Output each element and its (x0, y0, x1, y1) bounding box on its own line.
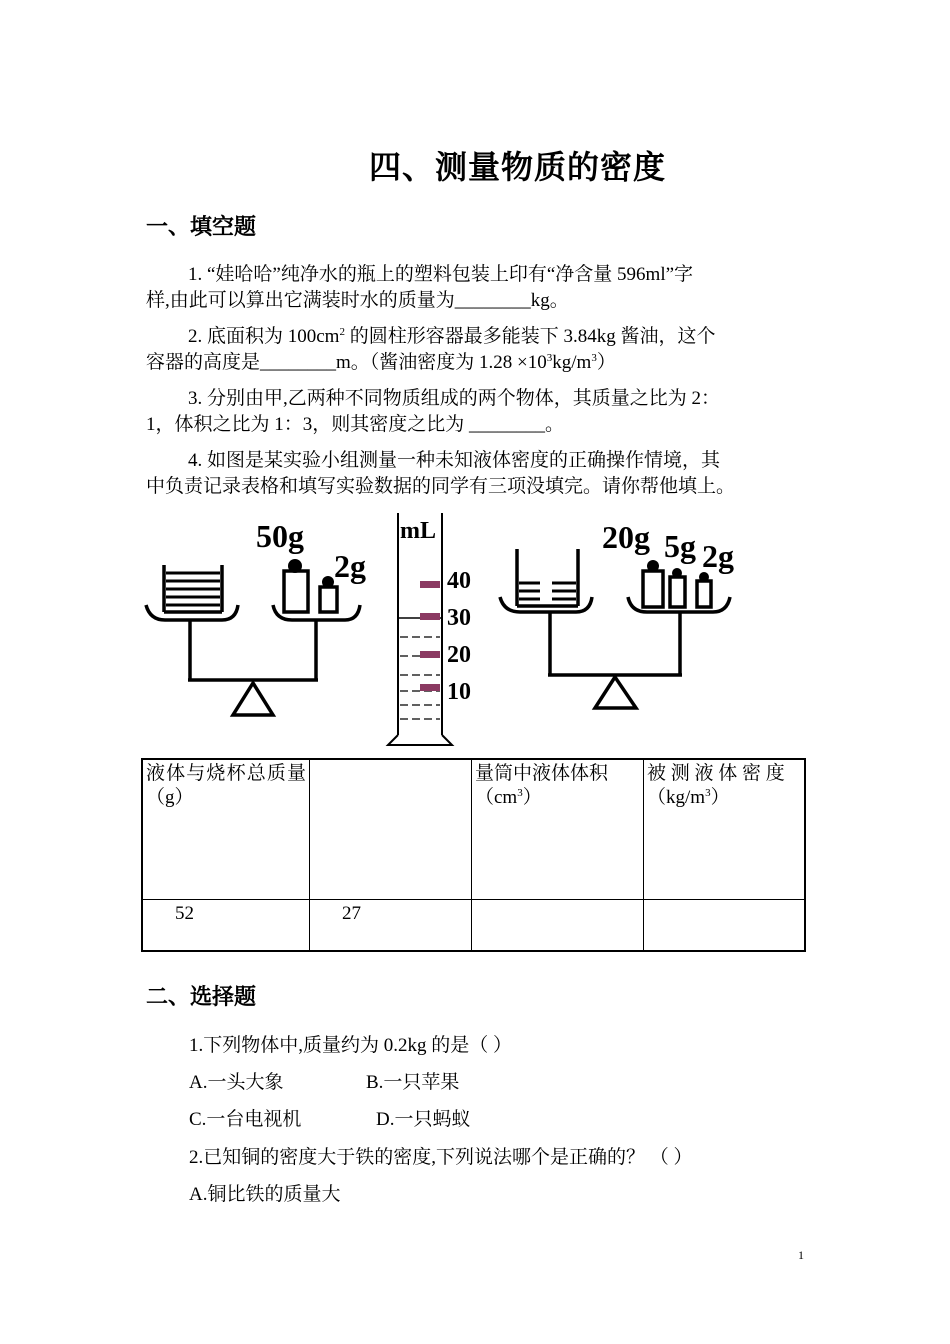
cylinder-base (388, 735, 452, 745)
question-4 (146, 448, 816, 500)
weight-2g-right-body (697, 581, 711, 607)
mc1-option-c: C.一台电视机 (189, 1109, 302, 1130)
scale-mark-20 (420, 651, 440, 658)
question-4-line-1: 4. 如图是某实验小组测量一种未知液体密度的正确操作情境，其 (188, 450, 721, 471)
question-1-line-2: 样,由此可以算出它满装时水的质量为________kg。 (146, 290, 569, 311)
right-fulcrum (595, 677, 636, 708)
question-2 (146, 324, 816, 376)
header-density-close: ） (710, 787, 730, 808)
right-balance (500, 549, 730, 708)
cell-density (644, 899, 806, 951)
header-volume-line-1: 量筒中液体体积 (475, 763, 609, 784)
weight-50g-body (284, 571, 308, 612)
cell-volume (472, 899, 644, 951)
question-2-line-1 (146, 324, 816, 350)
mc1-option-a: A.一头大象 (189, 1072, 284, 1093)
question-1-line-1: 1. “娃哈哈”纯净水的瓶上的塑料包装上印有“净含量 596ml”字 (188, 264, 694, 285)
cylinder-dashes (400, 637, 440, 719)
section-heading-multiple-choice: 二、选择题 (146, 985, 257, 1010)
weight-5g-knob (672, 568, 682, 578)
weight-20g-knob (647, 560, 659, 572)
mc1-option-d: D.一只蚂蚁 (376, 1109, 471, 1130)
weight-2g-knob (322, 576, 334, 588)
weight-5g-body (670, 577, 685, 607)
cylinder-label-20: 20 (447, 642, 471, 668)
mc2-question: 2.已知铜的密度大于铁的密度,下列说法哪个是正确的？ （ ） (189, 1147, 693, 1168)
label-20g: 20g (602, 519, 650, 555)
cylinder-unit: mL (400, 518, 436, 544)
graduated-cylinder (388, 513, 452, 745)
header-volume-sup: 3 (517, 787, 523, 799)
weight-2g-body (320, 587, 337, 612)
cylinder-label-10: 10 (447, 679, 471, 705)
question-4-line-2: 中负责记录表格和填写实验数据的同学有三项没填完。请你帮他填上。 (146, 476, 736, 497)
header-volume-unit: （cm (475, 787, 518, 808)
cylinder-label-40: 40 (447, 568, 471, 594)
q2-sup-a: 2 (339, 326, 345, 338)
header-density-line-1: 被 测 液 体 密 度 (647, 763, 785, 784)
mc2-option-a: A.铜比铁的质量大 (189, 1184, 341, 1205)
table-row (142, 899, 805, 951)
mc1-question: 1.下列物体中,质量约为 0.2kg 的是（ ） (189, 1035, 513, 1056)
q2-text-b-end: ） (596, 352, 616, 373)
weight-20g-body (643, 571, 663, 607)
header-density-unit: （kg/m (647, 787, 706, 808)
q2-text-b: 容器的高度是________m。（酱油密度为 1.28 ×10 (146, 352, 547, 373)
label-2g-right: 2g (702, 538, 734, 574)
weight-50g-knob (288, 559, 302, 573)
cell-total-mass: 52 (142, 899, 310, 951)
q2-text-b-mid: kg/m (552, 352, 592, 373)
scale-mark-10 (420, 684, 440, 691)
label-2g-left: 2g (334, 548, 366, 584)
question-3-line-2: 1，体积之比为 1：3，则其密度之比为 ________。 (146, 414, 565, 435)
experiment-figure (0, 505, 950, 755)
q2-sup-b2: 3 (591, 352, 597, 364)
header-density (644, 759, 806, 899)
section-heading-fill-blank: 一、填空题 (146, 215, 257, 240)
scale-mark-30 (420, 613, 440, 620)
page-title: 四、测量物质的密度 (368, 148, 666, 186)
q2-text-a: 2. 底面积为 100cm (188, 326, 340, 347)
label-50g: 50g (256, 518, 304, 554)
question-3 (146, 386, 816, 438)
header-volume-close: ） (522, 787, 542, 808)
label-5g: 5g (664, 528, 696, 564)
scale-mark-40 (420, 581, 440, 588)
question-2-line-2 (146, 350, 816, 376)
right-liquid-lines (519, 583, 576, 599)
mc1-option-b: B.一只苹果 (366, 1072, 460, 1093)
q2-sup-b: 3 (546, 352, 553, 364)
cylinder-label-30: 30 (447, 605, 471, 631)
question-3-line-1: 3. 分别由甲,乙两种不同物质组成的两个物体，其质量之比为 2： (188, 388, 721, 409)
cell-remaining-mass: 27 (310, 899, 472, 951)
header-blank (310, 759, 472, 899)
left-fulcrum (233, 683, 273, 715)
q2-text-a-rest: 的圆柱形容器最多能装下 3.84kg 酱油，这个 (344, 326, 716, 347)
header-total-mass: 液体与烧杯总质量（g） (142, 759, 310, 899)
data-table (141, 758, 806, 952)
table-header-row (142, 759, 805, 899)
page-number: 1 (798, 1248, 804, 1262)
left-liquid-lines (166, 573, 220, 605)
header-density-sup: 3 (705, 787, 711, 799)
question-1 (146, 262, 816, 314)
header-volume (472, 759, 644, 899)
